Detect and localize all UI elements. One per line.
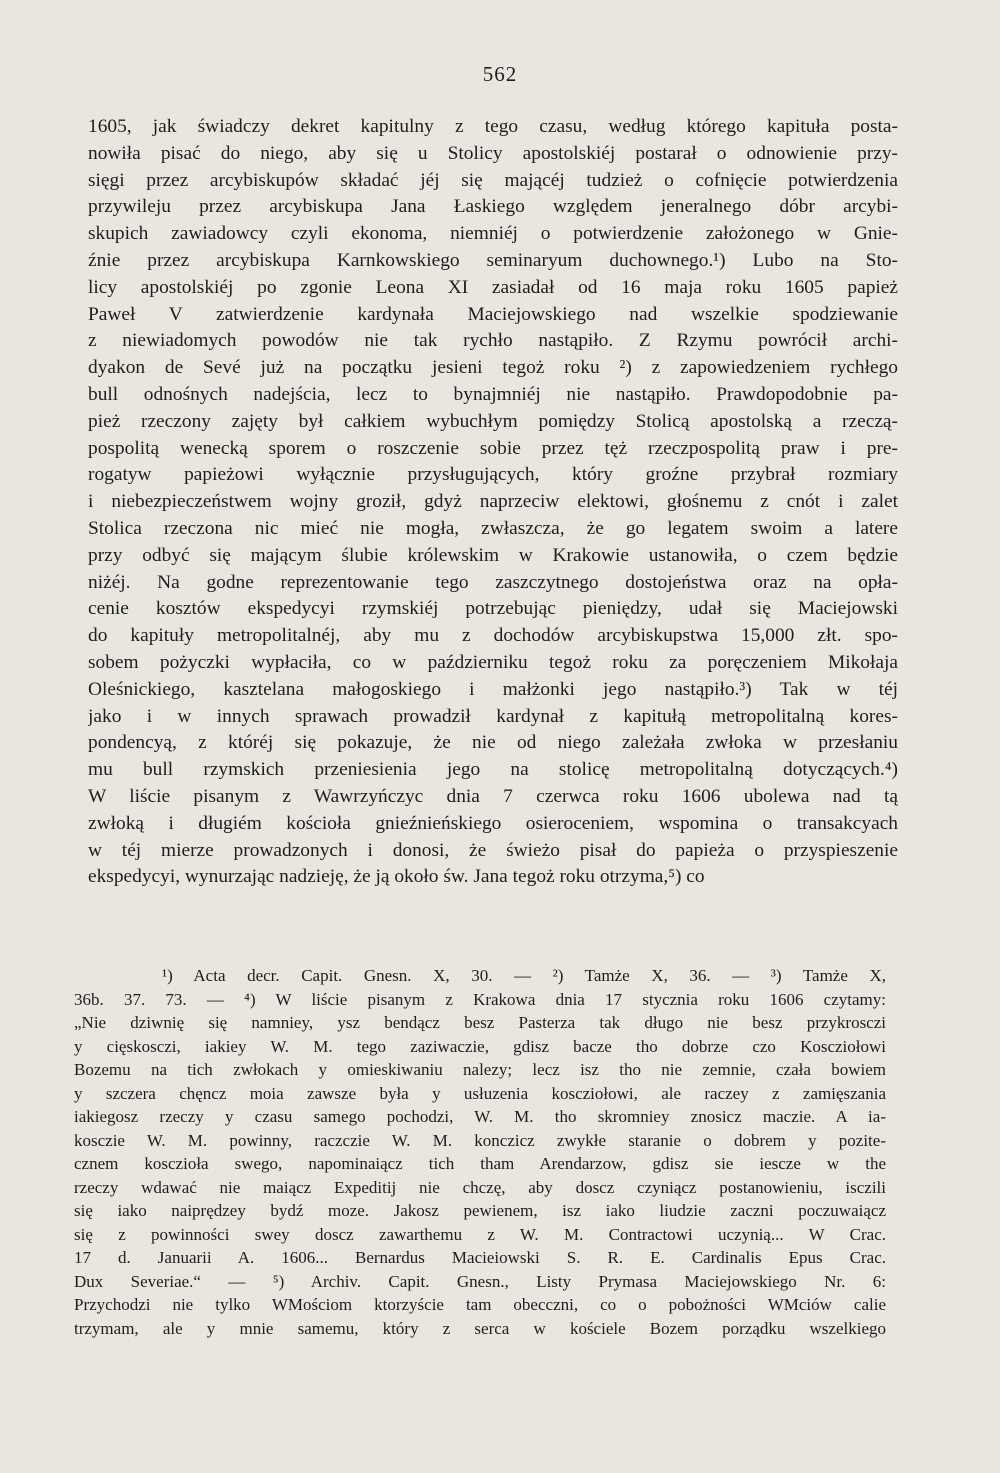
body-line: licy apostolskiéj po zgonie Leona XI zasiadał od 16 maja roku 1605 papież [88, 276, 898, 298]
body-line: mu bull rzymskich przeniesienia jego na stolicę metropolitalną dotyczących.⁴) [88, 759, 898, 781]
footnote-line: „Nie dziwnię się namniey, ysz bendącz besz Pasterza tak długo nie besz przykrosczi [74, 1013, 886, 1032]
footnote-line: y cięskosczi, iakiey W. M. tego zaziwaczie, gdisz bacze tho dobrze czo Kosczіołowi [74, 1036, 886, 1056]
footnote-line: Bozemu na tich zwłokach y omieskіwaniu nalezy; lecz isz tho nie zemnie, czała bowiem [74, 1060, 886, 1079]
footnote-line: iakiegosz rzeczy y czasu samego pochodzi, W. M. tho skromniey znosicz maczie. A ia- [74, 1107, 886, 1126]
footnote-line: cznem kosczіoła swego, napominaiącz tich tham Arendarzow, gdisz sie iescze w the [74, 1154, 886, 1173]
body-line: pondencyą, z któréj się pokazuje, że nie od niego zależała zwłoka w przesłaniu [88, 732, 898, 754]
body-line: z niewiadomych powodów nie tak rychło nastąpiło. Z Rzymu powrócił archi- [88, 330, 898, 352]
footnote-line: ¹) Acta decr. Capit. Gnesn. X, 30. — ²) Tamże X, 36. — ³) Tamże X, [162, 966, 886, 985]
footnote-line: 17 d. Januarii A. 1606... Bernardus Macieiowski S. R. E. Cardinalis Epus Crac. [74, 1248, 886, 1267]
body-line: skupich zawiadowcy czyli ekonoma, niemniéj o potwierdzenie założonego w Gnie- [88, 223, 898, 245]
body-line: Paweł V zatwierdzenie kardynała Maciejowskiego nad wszelkie spodziewanie [88, 303, 898, 325]
body-line: cenie kosztów ekspedycyi rzymskiéj potrzebując pieniędzy, udał się Maciejowski [88, 598, 898, 620]
body-line: pież rzeczony zajęty był całkiem wybuchłym pomiędzy Stolicą apostolską a rzeczą- [88, 410, 898, 432]
body-line: sięgi przez arcybiskupów składać jéj się mającéj tudzież o cofnięcie potwierdzenia [88, 169, 898, 191]
footnote-line: trzymam, ale y mnie samemu, który z serca w kościele Bozem porządku wszelkiego [74, 1318, 886, 1338]
body-line: przywileju przez arcybiskupa Jana Łaskiego względem jeneralnego dóbr arcybi- [88, 196, 898, 218]
body-line: i niebezpieczeństwem wojny groził, gdyż naprzeciw elektowi, głośnemu z cnót i zalet [88, 491, 898, 513]
footnote-line: kosczie W. M. powinny, raczczie W. M. konczicz zwykłe staranie o dobrem y pozite- [74, 1130, 886, 1150]
footnotes [74, 964, 886, 1340]
page-number: 562 [482, 62, 518, 86]
body-line: nowiła pisać do niego, aby się u Stolicy apostolskiéj postarał o odnowienie przy- [88, 142, 898, 164]
body-line: do kapituły metropolitalnéj, aby mu z dochodów arcybiskupstwa 15,000 złt. spo- [88, 625, 898, 647]
body-line: Stolica rzeczona nic mieć nie mogła, zwłaszcza, że go legatem swoim a latere [88, 517, 898, 539]
body-line: 1605, jak świadczy dekret kapitulny z tego czasu, według którego kapituła posta- [88, 116, 898, 137]
footnote-line: Dux Severiae.“ — ⁵) Archiv. Capit. Gnesn., Listy Prymasa Maciejowskiego Nr. 6: [74, 1271, 886, 1291]
body-line: źnie przez arcybiskupa Karnkowskiego seminaryum duchownego.¹) Lubo na Sto- [88, 249, 898, 271]
body-line: rogatyw papieżowi wyłącznie przysługujących, który groźne przybrał rozmiary [88, 464, 898, 486]
body-line: Oleśnickiego, kasztelana małogoskiego i małżonki jego nastąpiło.³) Tak w téj [88, 678, 898, 700]
body-line: W liście pisanym z Wawrzyńczyc dnia 7 czerwca roku 1606 ubolewa nad tą [88, 785, 898, 807]
body-line: bull odnośnych nadejścia, lecz to bynajmniéj nie nastąpiło. Prawdopodobnie pa- [88, 383, 898, 405]
body-line: przy odbyć się mającym ślubie królewskim w Krakowie ustanowiła, o czem będzie [88, 544, 898, 566]
footnote-line: się iako naiprędzey bydź moze. Jakosz pewienem, isz iako liudzie zaczni poczuwaiącz [74, 1201, 886, 1220]
body-line: jako i w innych sprawach prowadził kardynał z kapitułą metropolitalną kores- [88, 705, 898, 727]
footnote-line: Przychodzi nie tylko WMościom ktorzyście tam obecczni, co o pobożności WMciów calie [74, 1295, 886, 1314]
footnote-line: rzeczy wdawać nie maiącz Expeditij nie chczę, aby doscz czyniącz postanowieniu, isczili [74, 1177, 886, 1197]
footnote-line: 36b. 37. 73. — ⁴) W liście pisanym z Krakowa dnia 17 stycznia roku 1606 czytamy: [74, 989, 886, 1009]
body-line: pospolitą wenecką sporem o roszczenie sobie przez tęż rzeczpospolitą praw i pre- [88, 437, 898, 459]
body-line: sobem pożyczki wypłaciła, co w październiku tegoż roku za poręczeniem Mikołaja [88, 651, 898, 673]
body-line: niżéj. Na godne reprezentowanie tego zaszczytnego dostojeństwa oraz na opła- [88, 571, 898, 593]
body-line: ekspedycyi, wynurzając nadzieję, że ją około św. Jana tegoż roku otrzyma,⁵) co [88, 866, 705, 888]
footnote-line: się z powinności swey doscz zawarthemu z W. M. Contractowi uczynią... W Crac. [74, 1224, 886, 1244]
body-line: dyakon de Sevé już na początku jesieni tegoż roku ²) z zapowiedzeniem rychłego [88, 357, 898, 379]
body-text [88, 114, 898, 891]
footnote-line: y szczera chęncz moia zawsze była y usłuzenia kosczіołowi, ale raczey z zamięszania [74, 1083, 886, 1103]
body-line: zwłoką i długiém kościoła gnieźnieńskiego osieroceniem, wspomina o transakcyach [88, 812, 898, 834]
body-line: w téj mierze prowadzonych i donosi, że świeżo pisał do papieża o przyspieszenie [88, 839, 898, 861]
